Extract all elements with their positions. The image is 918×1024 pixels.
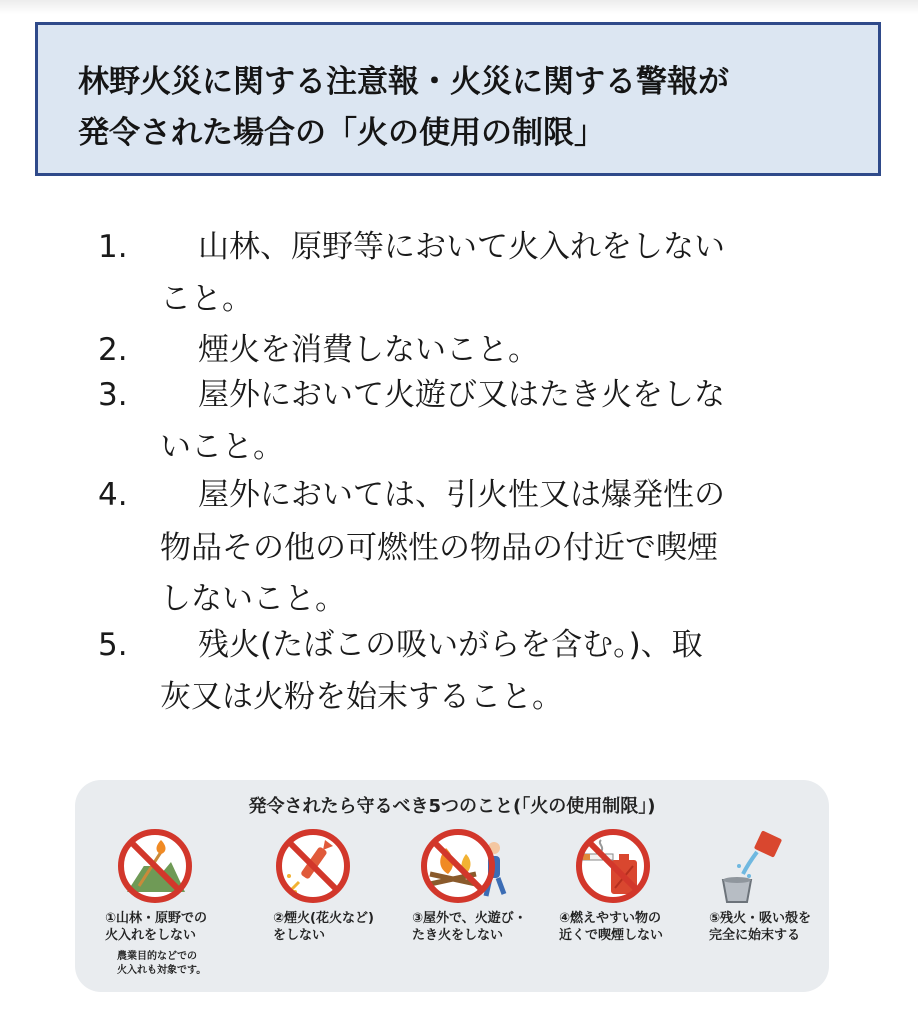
title-box: [35, 22, 881, 176]
title-line-1: 林野火災に関する注意報・火災に関する警報が: [78, 64, 729, 100]
caption-line: 近くで喫煙しない: [559, 928, 664, 943]
caption-line: をしない: [273, 928, 326, 943]
rule-text: 物品その他の可燃性の物品の付近で喫煙: [160, 530, 718, 566]
rule-text: こと。: [160, 281, 253, 317]
rule-text: 煙火を消費しないこと。: [198, 332, 539, 368]
restriction-item-2: [273, 826, 423, 943]
rule-text: 山林、原野等において火入れをしない: [198, 229, 725, 265]
rule-text: いこと。: [160, 429, 284, 465]
note-line: 農業目的などでの: [117, 951, 197, 962]
caption-line: ①山林・原野での: [105, 911, 208, 926]
caption-line: 火入れをしない: [105, 928, 197, 943]
title-line-2: 発令された場合の「火の使用の制限」: [78, 115, 605, 151]
no-bonfire-icon: [420, 826, 512, 906]
caption-line: ⑤残火・吸い殻を: [709, 911, 812, 926]
rule-number: 5.: [98, 627, 128, 663]
caption-line: ②煙火(花火など): [273, 911, 374, 926]
rule-number: 4.: [98, 477, 128, 513]
restriction-item-4: [559, 826, 723, 943]
note-line: 火入れも対象です。: [117, 965, 207, 976]
rule-text: 屋外において火遊び又はたき火をしな: [198, 377, 725, 413]
no-fireworks-icon: [273, 826, 353, 906]
caption-line: 完全に始末する: [709, 928, 801, 943]
caption-line: ③屋外で、火遊び・: [412, 911, 527, 926]
no-fire-in-forest-icon: [115, 826, 195, 906]
rule-text: しないこと。: [160, 581, 346, 617]
no-smoking-near-fuel-icon: [573, 826, 653, 906]
caption-line: たき火をしない: [412, 928, 504, 943]
caption-line: ④燃えやすい物の: [559, 911, 662, 926]
rule-text: 屋外においては、引火性又は爆発性の: [198, 477, 725, 513]
fire-restrictions-card: [75, 780, 829, 992]
rule-number: 1.: [98, 229, 128, 265]
card-title: 発令されたら守るべき5つのこと(「火の使用制限」): [248, 796, 656, 817]
top-shadow: [0, 0, 918, 14]
restriction-item-1: [105, 826, 265, 976]
rule-text: 灰又は火粉を始末すること。: [160, 679, 563, 715]
restriction-item-5: [709, 826, 863, 943]
restriction-item-3: [412, 826, 570, 943]
rule-number: 3.: [98, 377, 128, 413]
rule-number: 2.: [98, 332, 128, 368]
rule-text: 残火(たばこの吸いがらを含む。)、取: [198, 627, 703, 663]
extinguish-embers-icon: [713, 826, 793, 906]
